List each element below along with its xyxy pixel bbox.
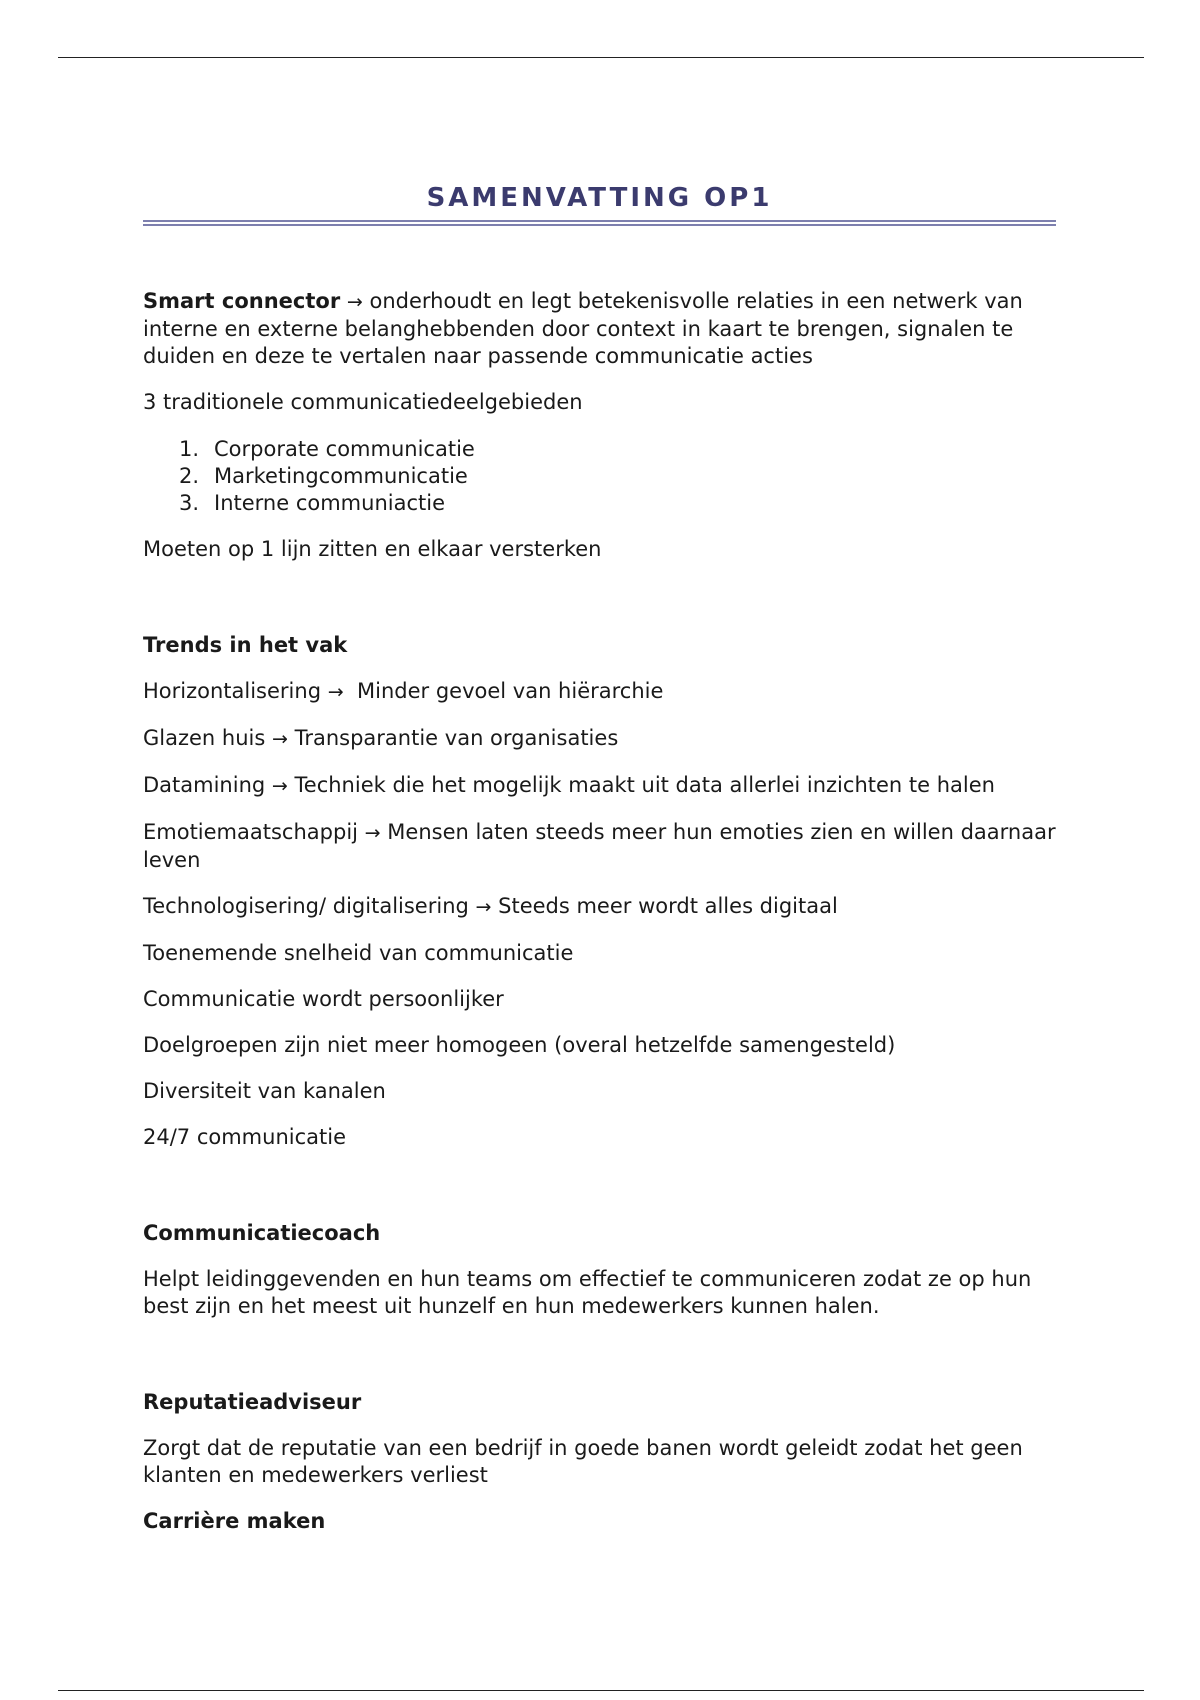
- arrow-icon: →: [475, 896, 492, 918]
- traditional-note: Moeten op 1 lijn zitten en elkaar versterken: [143, 537, 602, 561]
- trend-item: Diversiteit van kanalen: [143, 1079, 386, 1103]
- arrow-icon: →: [327, 681, 344, 703]
- smart-connector-paragraph: [143, 288, 1056, 370]
- arrow-icon: →: [271, 775, 288, 797]
- trend-item: Glazen huis → Transparantie van organisaties: [143, 726, 619, 750]
- trend-item: Communicatie wordt persoonlijker: [143, 987, 504, 1011]
- list-item: 3. Interne communiactie: [179, 491, 445, 515]
- reputation-heading: Reputatieadviseur: [143, 1390, 362, 1414]
- reputation-text: Zorgt dat de reputatie van een bedrijf in goede banen wordt geleidt zodat het geen klanten en medewerkers verliest: [143, 1436, 1023, 1487]
- trend-item: 24/7 communicatie: [143, 1125, 346, 1149]
- trend-item: Emotiemaatschappij → Mensen laten steeds meer hun emoties zien en willen daarnaar leven: [143, 820, 1056, 872]
- trend-item: Toenemende snelheid van communicatie: [143, 941, 574, 965]
- trend-item: Datamining → Techniek die het mogelijk maakt uit data allerlei inzichten te halen: [143, 773, 995, 797]
- list-item: 2. Marketingcommunicatie: [179, 464, 468, 488]
- coach-text: Helpt leidinggevenden en hun teams om effectief te communiceren zodat ze op hun best zijn en het meest uit hunzelf en hun medewerkers kunnen halen.: [143, 1267, 1032, 1318]
- title-underline: [143, 220, 1056, 226]
- trend-item: Horizontalisering → Minder gevoel van hiërarchie: [143, 679, 664, 703]
- smart-connector-term: Smart connector: [143, 289, 341, 313]
- header-rule: [58, 57, 1144, 58]
- smart-connector-definition: onderhoudt en legt betekenisvolle relaties in een netwerk van interne en externe belanghebbenden door context in kaart te brengen, signalen te duiden en deze te vertalen naar passende communicatie acties: [143, 289, 1023, 368]
- trends-heading: Trends in het vak: [143, 633, 348, 657]
- document-title: SAMENVATTING OP1: [426, 183, 773, 213]
- list-item: 1. Corporate communicatie: [179, 437, 475, 461]
- coach-heading: Communicatiecoach: [143, 1221, 381, 1245]
- traditional-list: [143, 436, 1056, 517]
- footer-rule: [58, 1690, 1144, 1691]
- arrow-icon: →: [364, 822, 381, 844]
- career-heading: Carrière maken: [143, 1509, 326, 1533]
- arrow-icon: →: [272, 728, 288, 750]
- trend-item: Doelgroepen zijn niet meer homogeen (overal hetzelfde samengesteld): [143, 1033, 896, 1057]
- document-body: [143, 180, 1056, 1535]
- arrow-icon: →: [346, 291, 363, 313]
- traditional-intro: 3 traditionele communicatiedeelgebieden: [143, 390, 583, 414]
- trend-item: Technologisering/ digitalisering → Steeds meer wordt alles digitaal: [143, 894, 838, 918]
